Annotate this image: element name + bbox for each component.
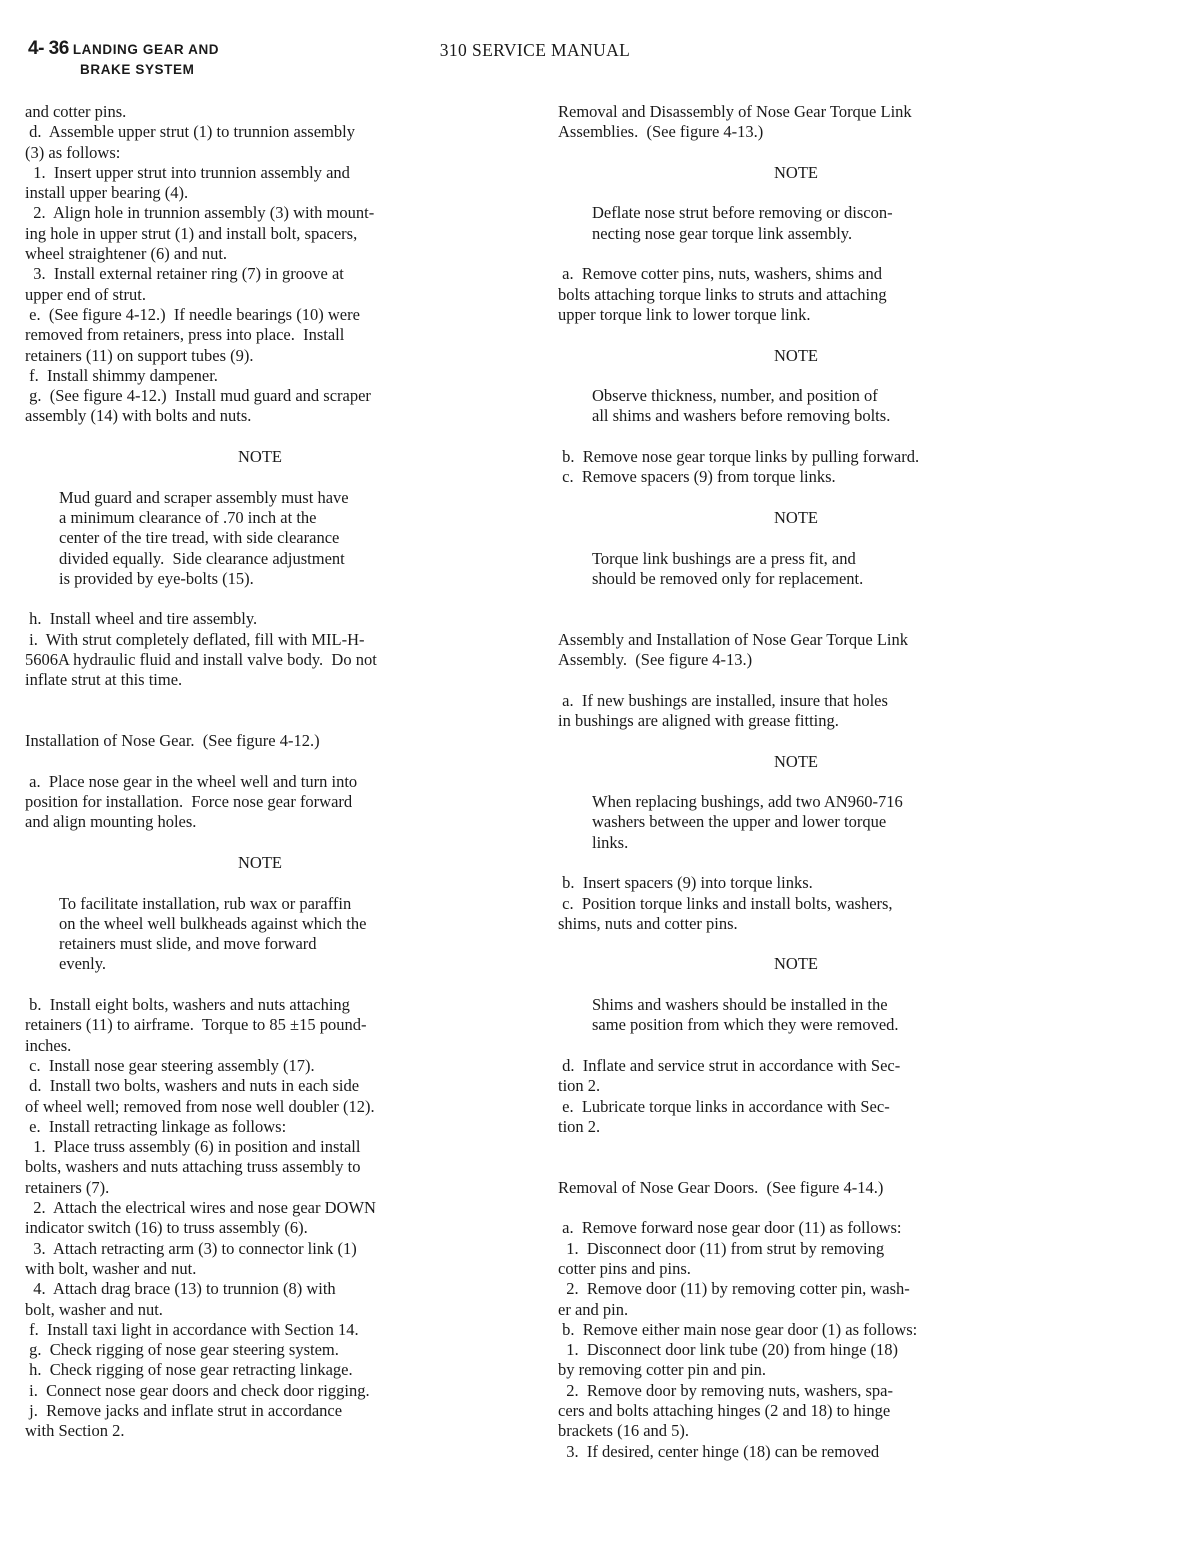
text-line: removed from retainers, press into place. Install [25,325,345,345]
text-line: c. Install nose gear steering assembly (17). [25,1055,315,1075]
text-line: b. Remove nose gear torque links by pulling forward. [558,447,920,467]
text-line: 2. Attach the electrical wires and nose gear DOWN [25,1198,376,1218]
note-heading: NOTE [774,954,818,974]
blank-line [558,934,1068,954]
text-line: f. Install taxi light in accordance with Section 14. [25,1319,359,1339]
text-line: and align mounting holes. [25,812,197,832]
text-line: a. If new bushings are installed, insure that holes [558,690,888,710]
left-column [25,102,525,1442]
text-line: Removal and Disassembly of Nose Gear Torque Link [558,102,912,121]
text-line: a. Place nose gear in the wheel well and turn into [25,771,358,791]
text-line: d. Inflate and service strut in accordance with Sec- [558,1055,901,1075]
note-text-line: necting nose gear torque link assembly. [592,223,853,243]
text-line: b. Remove either main nose gear door (1) as follows: [558,1319,918,1339]
right-column [558,102,1068,1462]
manual-title: 310 SERVICE MANUAL [439,40,631,60]
text-line: of wheel well; removed from nose well doubler (12). [25,1096,375,1116]
blank-line [558,609,1068,629]
blank-line [25,691,525,711]
text-line: a. Remove forward nose gear door (11) as follows: [558,1218,902,1238]
note-text-line: Shims and washers should be installed in the [592,995,888,1015]
note-text-line: Mud guard and scraper assembly must have [59,487,349,507]
blank-line [558,1198,1068,1218]
text-line: bolts, washers and nuts attaching truss assembly to [25,1157,361,1177]
text-line: by removing cotter pin and pin. [558,1360,767,1380]
text-line: retainers (7). [25,1177,110,1197]
note-heading: NOTE [238,447,282,467]
text-line: Removal of Nose Gear Doors. (See figure 4-14.) [558,1177,884,1197]
text-line: 3. Install external retainer ring (7) in groove at [25,264,344,284]
section-title: LANDING GEAR AND [72,42,220,57]
blank-line [558,427,1068,447]
note-text-line: all shims and washers before removing bolts. [592,406,891,426]
text-line: 2. Remove door (11) by removing cotter pin, wash- [558,1279,910,1299]
blank-line [25,833,525,853]
text-line: Installation of Nose Gear. (See figure 4-12.) [25,731,320,751]
blank-line [558,244,1068,264]
text-line: tion 2. [558,1076,601,1096]
blank-line [25,873,525,893]
text-line: g. (See figure 4-12.) Install mud guard and scraper [25,386,371,406]
blank-line [25,975,525,995]
text-line: 3. If desired, center hinge (18) can be removed [558,1441,880,1461]
blank-line [25,589,525,609]
text-line: bolt, washer and nut. [25,1299,163,1319]
note-text-line: Observe thickness, number, and position of [592,386,878,406]
note-text-line: divided equally. Side clearance adjustment [59,548,345,568]
text-line: ing hole in upper strut (1) and install bolt, spacers, [25,223,358,243]
blank-line [558,1157,1068,1177]
text-line: bolts attaching torque links to struts and attaching [558,284,887,304]
blank-line [25,752,525,772]
text-line: c. Position torque links and install bolts, washers, [558,893,893,913]
section-title-continued: BRAKE SYSTEM [80,62,195,77]
text-line: upper torque link to lower torque link. [558,304,811,324]
blank-line [558,1036,1068,1056]
text-line: cers and bolts attaching hinges (2 and 18) to hinge [558,1401,891,1420]
text-line: retainers (11) on support tubes (9). [25,345,254,365]
text-line: inches. [25,1035,72,1055]
note-text-line: center of the tire tread, with side clearance [59,528,340,548]
blank-line [558,589,1068,609]
note-text-line: should be removed only for replacement. [592,568,864,588]
text-line: g. Check rigging of nose gear steering system. [25,1340,339,1360]
text-line: (3) as follows: [25,142,121,162]
text-line: tion 2. [558,1116,601,1136]
text-line: 1. Insert upper strut into trunnion assembly and [25,162,350,182]
text-line: i. With strut completely deflated, fill with MIL-H- [25,629,365,649]
text-line: Assembly and Installation of Nose Gear Torque Link [558,629,909,649]
text-line: d. Install two bolts, washers and nuts in each side [25,1076,360,1096]
note-text-line: When replacing bushings, add two AN960-716 [592,792,903,812]
text-line: 4. Attach drag brace (13) to trunnion (8) with [25,1279,336,1299]
page-number: 4- 36 [28,38,69,59]
text-line: shims, nuts and cotter pins. [558,913,738,933]
note-text-line: is provided by eye-bolts (15). [59,568,254,588]
text-line: wheel straightener (6) and nut. [25,244,228,264]
text-line: e. Install retracting linkage as follows: [25,1116,287,1136]
text-line: Assemblies. (See figure 4-13.) [558,122,764,142]
text-line: with bolt, washer and nut. [25,1258,197,1278]
note-heading: NOTE [774,345,818,365]
text-line: j. Remove jacks and inflate strut in accordance [25,1401,343,1420]
blank-line [558,488,1068,508]
note-text-line: To facilitate installation, rub wax or paraffin [59,893,352,913]
blank-line [558,325,1068,345]
note-text-line: evenly. [59,954,107,974]
note-text-line: Deflate nose strut before removing or discon- [592,203,893,223]
text-line: e. (See figure 4-12.) If needle bearings (10) were [25,304,360,324]
note-heading: NOTE [774,507,818,527]
note-text-line: links. [592,832,629,852]
blank-line [25,711,525,731]
note-text-line: retainers must slide, and move forward [59,934,317,954]
note-text-line: Torque link bushings are a press fit, and [592,548,856,568]
text-line: c. Remove spacers (9) from torque links. [558,467,836,487]
note-heading: NOTE [774,162,818,182]
text-line: indicator switch (16) to truss assembly (6). [25,1218,308,1238]
blank-line [25,427,525,447]
blank-line [558,183,1068,203]
text-line: with Section 2. [25,1421,125,1441]
text-line: retainers (11) to airframe. Torque to 85 ±15 pound- [25,1015,367,1035]
text-line: Assembly. (See figure 4-13.) [558,650,753,670]
text-line: cotter pins and pins. [558,1258,691,1278]
text-line: a. Remove cotter pins, nuts, washers, shims and [558,264,882,284]
note-heading: NOTE [774,751,818,771]
text-line: 1. Place truss assembly (6) in position and install [25,1137,361,1157]
blank-line [558,731,1068,751]
text-line: in bushings are aligned with grease fitting. [558,710,839,730]
text-line: install upper bearing (4). [25,183,189,203]
text-line: position for installation. Force nose gear forward [25,792,353,812]
text-line: h. Check rigging of nose gear retracting linkage. [25,1360,353,1380]
text-line: b. Install eight bolts, washers and nuts attaching [25,995,350,1015]
text-line: brackets (16 and 5). [558,1421,690,1441]
blank-line [558,1137,1068,1157]
text-line: 2. Align hole in trunnion assembly (3) with mount- [25,203,375,223]
blank-line [558,853,1068,873]
blank-line [25,467,525,487]
text-line: 3. Attach retracting arm (3) to connector link (1) [25,1238,357,1258]
text-line: b. Insert spacers (9) into torque links. [558,873,813,893]
note-text-line: on the wheel well bulkheads against which the [59,913,367,933]
blank-line [558,975,1068,995]
text-line: f. Install shimmy dampener. [25,365,218,385]
text-line: i. Connect nose gear doors and check door rigging. [25,1380,370,1400]
text-line: d. Assemble upper strut (1) to trunnion assembly [25,122,355,142]
text-line: inflate strut at this time. [25,670,183,690]
blank-line [558,143,1068,163]
note-text-line: same position from which they were removed. [592,1015,899,1035]
text-line: upper end of strut. [25,284,146,304]
text-line: 1. Disconnect door (11) from strut by removing [558,1238,885,1258]
text-line: h. Install wheel and tire assembly. [25,609,258,629]
text-line: 1. Disconnect door link tube (20) from hinge (18) [558,1340,899,1360]
text-line: 2. Remove door by removing nuts, washers, spa- [558,1380,893,1400]
blank-line [558,772,1068,792]
note-heading: NOTE [238,852,282,872]
text-line: e. Lubricate torque links in accordance with Sec- [558,1096,890,1116]
note-text-line: a minimum clearance of .70 inch at the [59,507,317,527]
blank-line [558,366,1068,386]
text-line: er and pin. [558,1299,629,1319]
blank-line [558,670,1068,690]
text-line: 5606A hydraulic fluid and install valve body. Do not [25,650,377,670]
text-line: and cotter pins. [25,102,127,121]
text-line: assembly (14) with bolts and nuts. [25,406,252,426]
blank-line [558,528,1068,548]
note-text-line: washers between the upper and lower torque [592,812,887,832]
